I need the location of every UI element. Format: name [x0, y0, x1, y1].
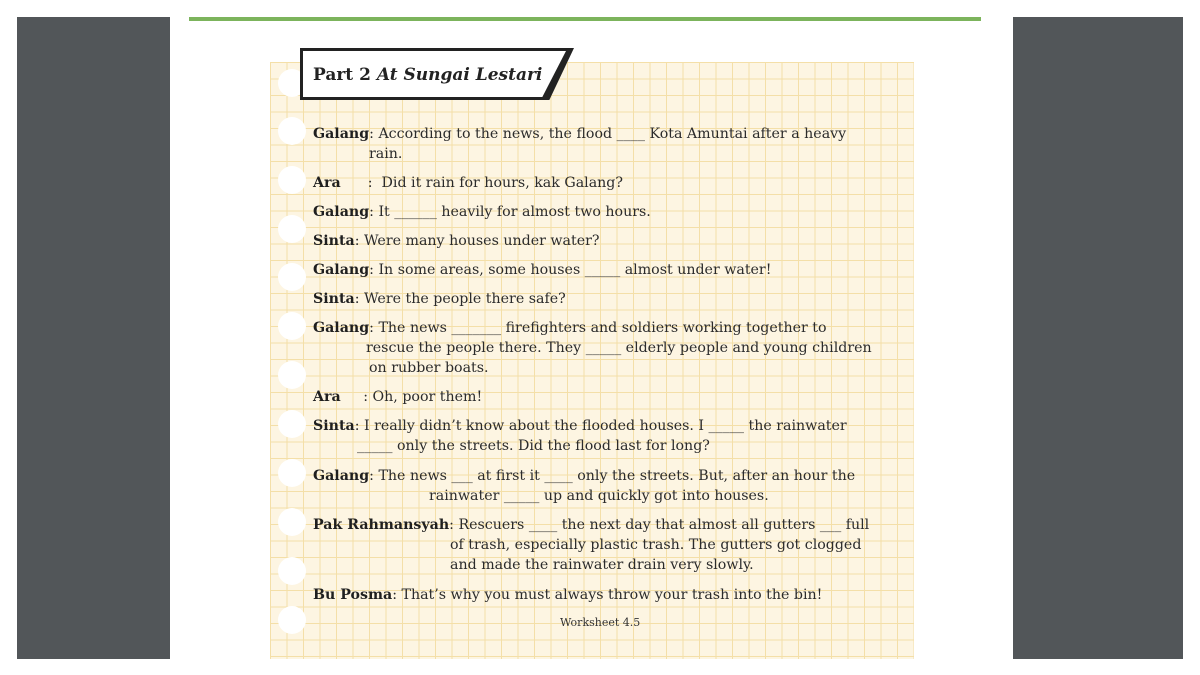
dialogue-text: It ______ heavily for almost two hours. [378, 204, 651, 220]
dialogue-text: Were the people there safe? [364, 291, 566, 307]
speaker-name: Bu Posma [313, 587, 393, 603]
speaker-separator: : [340, 175, 382, 191]
speaker-separator: : [369, 468, 379, 484]
binder-hole [278, 459, 306, 487]
dialogue-text: The news ___ at first it ____ only the streets. But, after an hour the [378, 468, 856, 484]
dialogue-continuation: rainwater _____ up and quickly got into houses. [429, 488, 769, 504]
dialogue-line [313, 203, 913, 222]
dialogue-continuation: and made the rainwater drain very slowly. [450, 557, 754, 573]
binder-hole [278, 166, 306, 194]
binder-hole [278, 508, 306, 536]
dialogue-text: That’s why you must always throw your trash into the bin! [401, 587, 823, 603]
dialogue-text: Rescuers ____ the next day that almost all gutters ___ full [458, 517, 870, 533]
dialogue-continuation: on rubber boats. [369, 360, 489, 376]
speaker-separator: : [369, 320, 379, 336]
binder-hole [278, 312, 306, 340]
speaker-name: Sinta [313, 418, 355, 434]
section-part: Part 2 [313, 65, 371, 85]
speaker-name: Galang [313, 262, 370, 278]
dialogue-line [313, 174, 913, 193]
dialogue-text: The news _______ firefighters and soldiers working together to [378, 320, 827, 336]
dialogue-line [313, 467, 913, 504]
page-header-bar [189, 17, 981, 21]
speaker-name: Galang [313, 320, 370, 336]
speaker-name: Sinta [313, 291, 355, 307]
speaker-name: Ara [313, 389, 341, 405]
dialogue-text: According to the news, the flood ____ Kota Amuntai after a heavy [378, 126, 847, 142]
speaker-separator: : [354, 418, 364, 434]
binder-hole [278, 557, 306, 585]
speaker-separator: : [369, 204, 379, 220]
speaker-name: Galang [313, 468, 370, 484]
section-place: At Sungai Lestari [376, 65, 543, 85]
binder-hole [278, 361, 306, 389]
speaker-separator: : [340, 389, 373, 405]
binder-hole [278, 117, 306, 145]
section-title [313, 65, 542, 85]
dialogue-line [313, 261, 913, 280]
dialogue-line [313, 319, 913, 376]
dialogue-text: I really didn’t know about the flooded houses. I _____ the rainwater [364, 418, 847, 434]
speaker-separator: : [369, 126, 379, 142]
dialogue-continuation: _____ only the streets. Did the flood last for long? [357, 438, 710, 454]
speaker-name: Pak Rahmansyah [313, 517, 450, 533]
dialogue-line [313, 232, 913, 251]
binder-hole [278, 215, 306, 243]
dialogue-line [313, 290, 913, 309]
speaker-separator: : [369, 262, 379, 278]
binder-hole [278, 263, 306, 291]
speaker-separator: : [354, 233, 364, 249]
dialogue-continuation: rescue the people there. They _____ elderly people and young children [366, 340, 872, 356]
dialogue-line [313, 516, 913, 573]
speaker-name: Sinta [313, 233, 355, 249]
speaker-name: Ara [313, 175, 341, 191]
dialogue-text: Were many houses under water? [364, 233, 600, 249]
binder-hole [278, 410, 306, 438]
dialogue-line [313, 417, 913, 454]
dialogue-text: In some areas, some houses _____ almost under water! [378, 262, 772, 278]
dialogue-line [313, 586, 913, 605]
dialogue-line [313, 388, 913, 407]
binder-hole [278, 606, 306, 634]
speaker-separator: : [449, 517, 459, 533]
worksheet-caption: Worksheet 4.5 [560, 616, 641, 629]
dialogue-continuation: rain. [369, 146, 403, 162]
speaker-name: Galang [313, 126, 370, 142]
speaker-name: Galang [313, 204, 370, 220]
speaker-separator: : [392, 587, 402, 603]
dialogue-text: Did it rain for hours, kak Galang? [381, 175, 623, 191]
speaker-separator: : [354, 291, 364, 307]
dialogue-continuation: of trash, especially plastic trash. The gutters got clogged [450, 537, 862, 553]
dialogue-line [313, 125, 913, 162]
dialogue-text: Oh, poor them! [372, 389, 483, 405]
